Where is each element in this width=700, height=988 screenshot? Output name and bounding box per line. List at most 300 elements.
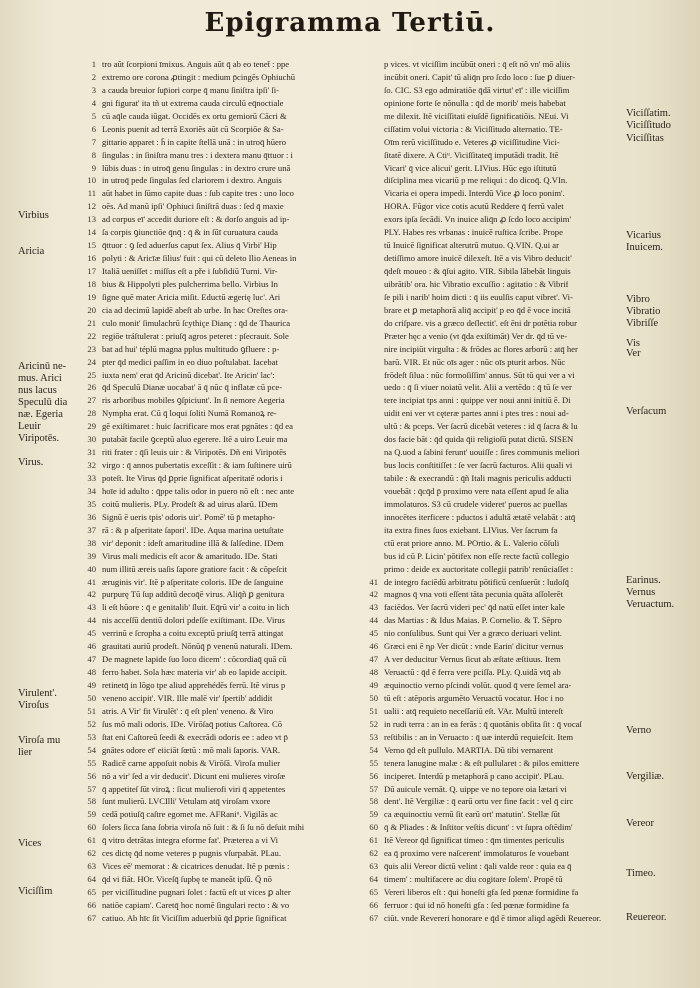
line-number: 27: [87, 395, 96, 406]
line-number: 67: [87, 912, 96, 923]
text-line: [362, 304, 660, 317]
line-number: 35: [87, 498, 96, 509]
line-text: incūbit oneri. Capit' tū aliq̄n pro ſcdo loco : ſue ꝑ diuer-: [384, 71, 576, 82]
line-text: reſtibilis : an in Veruacto : q̄ uæ interdū requieſcit. Item: [384, 731, 574, 742]
line-number: [362, 174, 384, 187]
line-text: poteſt. Ite Virus q̄d ꝑprie ſignificat aſperitatē odoris i: [102, 473, 283, 483]
line-text: ferro habet. Sola hæc materia vir' ab eo lapide accipit.: [102, 667, 288, 678]
line-text: ſolers ſicca ſana ſobria viroſa nō ſuit : & ſi ſu nō deſuit mihi: [102, 822, 305, 833]
line-number: 61: [87, 835, 96, 846]
line-number: 58: [369, 796, 378, 807]
line-text: purpurę Tū ſup additū decoq̄ē virus. Aliq̄ñ ꝑ genitura: [102, 589, 285, 600]
line-text: atris. A Vir' fit Virulēt' : q̄ eſt plen' veneno. & Viro: [102, 705, 274, 716]
text-line: [80, 498, 378, 511]
line-number: 45: [87, 628, 96, 639]
text-line: [80, 601, 378, 614]
line-text: Nympha erat. Cū q̄ loqui ſoliti Numā Romanoꝝ re-: [102, 408, 277, 419]
text-line: [80, 71, 378, 84]
line-number: 50: [87, 692, 96, 703]
text-line: [362, 524, 660, 537]
text-line: [362, 123, 660, 136]
line-number: [362, 381, 384, 394]
line-text: nire incipiūt virgulta : & frōdes ac flores arborū : atq̄ her: [384, 343, 578, 354]
text-line: [362, 369, 660, 382]
line-text: tabile : & execrandū : q̄ñ Itali magnis periculis adducti: [384, 473, 572, 483]
line-number: [362, 498, 384, 511]
line-number: 4: [91, 97, 96, 108]
line-number: 50: [369, 692, 378, 703]
line-text: in utroq̄ pede ſingulas ſed clariorem i dextro. Anguis: [102, 175, 282, 186]
text-line: [80, 187, 378, 200]
text-line: [80, 757, 378, 770]
line-text: veneno accipit'. VIR. Ille malē vir' ſpertib' addidit: [102, 692, 273, 703]
line-number: 59: [87, 809, 96, 820]
text-line: [80, 330, 378, 343]
text-line: [80, 265, 378, 278]
line-text: natiōe capiam'. Caretq̄ hoc nomē ſingulari recto : & vo: [102, 899, 290, 910]
text-line: [80, 770, 378, 783]
line-text: pter q̄d medici paſſim in eo diuo poſtulabat. Iacebat: [102, 356, 278, 367]
text-line: [362, 420, 660, 433]
text-line: [80, 886, 378, 899]
line-text: bius & Hippolyti ples pulcherrima bello. Virbius In: [102, 278, 278, 289]
text-line: [362, 343, 660, 356]
line-number: [362, 317, 384, 330]
text-line: [80, 795, 378, 808]
line-number: 10: [87, 175, 96, 186]
line-text: q̄ & Pliades : & Inſtitor veſtis dicunt' : vt ſupra oſtēdim': [384, 822, 573, 833]
margin-note: Vibriſſe: [626, 318, 659, 329]
line-number: 53: [369, 731, 378, 742]
text-line: [362, 498, 660, 511]
text-line: [80, 485, 378, 498]
line-number: 66: [369, 899, 378, 910]
line-text: q̄uis alii Vereor dictū velint : q̄ali valde reor : quia ea q̄: [384, 861, 572, 872]
text-line: [362, 162, 660, 175]
text-line: [80, 912, 378, 925]
text-line: [362, 136, 660, 149]
text-line: [80, 252, 378, 265]
text-line: [362, 563, 660, 576]
line-text: riti frater : q̄ſi leuis uir : & Viripotēs. Dñ eni Viripotēs: [102, 447, 287, 458]
line-text: Signū ē ueris tpis' odoris uir'. Pomē' tū p̄ metapho-: [102, 511, 276, 522]
line-text: Oīm rerū viciſſitudo e. Veteres ꝓ viciſſitudine Vici-: [384, 136, 560, 147]
text-line: [362, 537, 660, 550]
line-number: [362, 187, 384, 200]
line-number: 22: [87, 330, 96, 341]
line-number: 57: [87, 783, 96, 794]
text-line: [80, 873, 378, 886]
text-line: [362, 84, 660, 97]
line-text: gittario apparet : h̄ in capite ſtellā unā : in utroq̄ hūero: [102, 136, 286, 147]
line-number: [362, 265, 384, 278]
text-line: [362, 174, 660, 187]
line-text: gni figurat' ita tñ ut extrema cauda circulū eq̄noctiale: [102, 97, 284, 108]
text-line: [80, 511, 378, 524]
line-text: in rudi terra : an in ea ferās : q̄ quotānis obſita ſit : q̄ vocaſ: [384, 718, 582, 729]
text-line: [80, 369, 378, 382]
text-line: [362, 847, 660, 860]
line-text: ſo. CIC. S3 ego admiratiōe q̄dā virtut' eī' : ille viciſſim: [384, 84, 570, 95]
text-line: [362, 588, 660, 601]
text-line: [80, 213, 378, 226]
line-number: 54: [369, 744, 378, 755]
text-line: [362, 899, 660, 912]
line-text: dos facie bāt : q̄d quida q̄ii religioſū putat dictū. SISEN: [384, 434, 574, 445]
line-text: lūbis duas : in utroq̄ genu ſingulas : in dextro crure unā: [102, 162, 291, 173]
line-number: 33: [87, 473, 96, 483]
text-line: [80, 899, 378, 912]
line-number: [362, 330, 384, 343]
margin-note: mus. Arici: [18, 373, 62, 384]
line-number: [362, 511, 384, 524]
text-line: [362, 187, 660, 200]
text-line: [80, 459, 378, 472]
line-text: me dilexit. Itē viciſſitati eiuſdē ſignificatiōis. NEui. Vi: [384, 110, 569, 121]
text-line: [362, 860, 660, 873]
line-number: 18: [87, 278, 96, 289]
text-line: [80, 174, 378, 187]
line-text: Vices eē' memorat : & cicatrices denudat. Itē p pœnis :: [102, 861, 290, 872]
line-number: 51: [87, 705, 96, 716]
line-text: coitū mulieris. PLy. Prodeſt & ad uirus alarū. IDem: [102, 498, 278, 509]
line-number: 46: [369, 641, 378, 652]
line-number: [362, 291, 384, 304]
line-text: Vicaria ei opera impedi. Interdū Vice ꝓ loco ponim'.: [384, 188, 565, 199]
line-text: opinione forte ſe nōnulla : q̄d de morib' meis habebat: [384, 97, 566, 108]
line-number: 60: [369, 822, 378, 833]
line-text: tenera lanugine malæ : & eſt pullularet : & pilos emittere: [384, 757, 580, 768]
text-line: [80, 84, 378, 97]
line-text: per viciſſitudine pugnari ſolet : factū eſt ut vices ꝑ alter: [102, 887, 291, 897]
line-text: gnātes odore eī' eiiciāt ſœtū : mō mali ſaporis. VAR.: [102, 744, 281, 755]
line-number: 63: [369, 861, 378, 872]
line-number: 43: [369, 602, 378, 613]
margin-note: Vernus: [626, 587, 656, 598]
line-number: [362, 550, 384, 563]
line-text: na Q.uod a ſabini ferunt' uouiſſe : ſires communis meliori: [384, 447, 580, 458]
line-number: 24: [87, 356, 96, 367]
text-line: [80, 446, 378, 459]
text-line: [362, 97, 660, 110]
line-text: putabāt facile ꝯceptū aluo egerere. Itē a uiro Leuir ma: [102, 434, 288, 445]
text-line: [80, 666, 378, 679]
text-line: [80, 524, 378, 537]
text-line: [80, 317, 378, 330]
text-line: [80, 123, 378, 136]
line-text: polyti : & Aricīæ ſilius' fuit : qui cū deleto Ilio Aeneas in: [102, 253, 297, 264]
line-number: 3: [91, 84, 96, 95]
line-number: 39: [87, 550, 96, 561]
text-line: [362, 446, 660, 459]
line-number: [362, 110, 384, 123]
line-number: 2: [91, 71, 96, 82]
text-line: [362, 149, 660, 162]
line-number: 14: [87, 227, 96, 238]
right-text-column: [362, 58, 660, 925]
line-text: dent'. Itē Vergiliæ : q̄ earū ortu ver fine facit : vel q̄ circ: [384, 796, 574, 807]
line-number: 66: [87, 899, 96, 910]
line-text: Veruactū : q̄d ē ferra vere pciſſa. PLy. Q.uidā vtq̄ ab: [384, 667, 561, 678]
line-number: 62: [87, 848, 96, 859]
line-number: 13: [87, 214, 96, 225]
line-number: 25: [87, 369, 96, 380]
line-text: catiuo. Ab hīc ſit Viciſſim aduerbiū q̄d ꝑprie ſignificat: [102, 912, 287, 923]
text-line: [362, 407, 660, 420]
line-number: [362, 369, 384, 382]
line-number: 8: [91, 149, 96, 160]
line-text: do criſpare. vis a græco deſlectit'. eſt ēni dr potētia robur: [384, 317, 577, 328]
line-number: [362, 485, 384, 498]
text-line: [362, 265, 660, 278]
line-number: 46: [87, 641, 96, 652]
line-text: ualii : atq̄ requieto neceſſariū eſt. VAr. Multū intereſt: [384, 705, 564, 716]
line-number: [362, 420, 384, 433]
line-text: rā : & p aſperitate ſapori'. IDe. Aqua marina uetuſtate: [102, 524, 284, 535]
line-text: de integro faciēdū arbitratu pōtificū cenſuerūt : ludoſq̄: [384, 576, 569, 587]
text-line: [362, 291, 660, 304]
text-line: [80, 588, 378, 601]
line-text: tū Inuicē ſignificat alterutrū mutuo. Q.VIN. Q.ui ar: [384, 240, 559, 251]
line-number: 48: [87, 667, 96, 678]
line-text: bat ad hui' téplū magna pplus multitudo ꝯfluere : p-: [102, 343, 280, 354]
line-number: 15: [87, 240, 96, 251]
text-line: [362, 666, 660, 679]
line-number: 17: [87, 266, 96, 276]
text-line: [80, 162, 378, 175]
text-line: [362, 226, 660, 239]
text-line: [362, 653, 660, 666]
line-text: num illitū æreis uaſis ſapore gratiore facit : & cōpeſcit: [102, 563, 287, 574]
line-text: æquinoctio verno pſcindi volūt. quod q̄ vere ſemel ara-: [384, 680, 572, 690]
text-line: [80, 627, 378, 640]
margin-note: Viroſus: [18, 700, 49, 711]
margin-note: Viripotēs.: [18, 433, 60, 444]
line-number: 20: [87, 304, 96, 315]
text-line: [362, 679, 660, 692]
line-number: [362, 58, 384, 71]
text-line: [80, 576, 378, 589]
margin-note: Inuicem.: [626, 242, 664, 253]
line-text: tere incipiat tps anni : quippe ver noui anni initiū ē. Di: [384, 395, 571, 406]
line-text: ſigne quē mater Aricia miſit. Eductū ægerię luc'. Ari: [102, 291, 281, 302]
line-number: 65: [87, 887, 96, 897]
line-number: 52: [369, 718, 378, 729]
line-number: 64: [87, 874, 96, 885]
line-number: [362, 136, 384, 149]
line-text: ſus mō mali odoris. IDe. Virōſaq̄ potius Caſtorea. Cō: [102, 718, 283, 729]
margin-note: Viroſa mu: [18, 735, 61, 746]
line-text: De magnete lapide ſuo loco dicem' : cōcordiaq̄ quā cū: [102, 654, 287, 665]
line-text: frōdeſt ſilua : nūc formoſiſſim' annus. Sūt tū qui ver a vi: [384, 369, 575, 380]
text-line: [80, 847, 378, 860]
line-text: vouebāt : q̄cq̄d p̄ proximo vere nata eſſent apud ſe alia: [384, 485, 569, 496]
margin-note: Reuereor.: [626, 912, 667, 923]
margin-note: Timeo.: [626, 868, 656, 879]
text-line: [362, 705, 660, 718]
line-text: Radicē carne appoſuit nobis & Virōſā. Viroſa mulier: [102, 757, 281, 768]
text-line: [80, 808, 378, 821]
line-text: bus id cū P. Licin' pōtifex non eſſe recte factū collegio: [384, 550, 570, 561]
line-text: verrinū e ſcropha a coitu exceptū priuſq̄ terrā attingat: [102, 628, 284, 639]
text-line: [80, 200, 378, 213]
text-line: [362, 433, 660, 446]
line-text: q̄ vitro detrātas integra eforme fat'. Præterea a vi Vi: [102, 835, 279, 846]
text-line: [362, 614, 660, 627]
text-line: [80, 58, 378, 71]
margin-note: Vibratio: [626, 306, 661, 317]
line-number: 52: [87, 718, 96, 729]
text-line: [362, 550, 660, 563]
margin-note: Vergiliæ.: [626, 771, 665, 782]
margin-note: Viciſſitudo: [626, 120, 671, 131]
line-text: aūt habet in ſūmo capite duas : ſub capite tres : uno loco: [102, 188, 294, 199]
line-text: vir' deponit : ideſt amaritudine illā & ſalſedine. IDem: [102, 537, 284, 548]
line-text: barū. VIR. Et nūc oīs ager : nūc oīs pturit arbos. Nūc: [384, 356, 566, 367]
line-text: diſciplina mea vicariū p me reliqui : do dicoq̄. Q.VIn.: [384, 175, 568, 186]
line-text: iuxta nem' erat q̄d Aricinū dicebat'. Ite Aricin' lac':: [102, 369, 275, 380]
line-number: 65: [369, 887, 378, 897]
margin-note: Vicarius: [626, 230, 661, 241]
text-line: [362, 485, 660, 498]
margin-note: Vibro: [626, 294, 650, 305]
line-number: 28: [87, 408, 96, 419]
line-text: HORA. Fūgor vice cotis acutū Reddere q̄ ferrū valet: [384, 201, 564, 212]
text-line: [362, 213, 660, 226]
text-line: [80, 304, 378, 317]
line-number: 29: [87, 421, 96, 432]
line-number: [362, 304, 384, 317]
line-text: uedo : q̄ ſi viuer noiatū velit. Alii a vertēdo : q̄ tū ſe ver: [384, 382, 572, 393]
margin-note: Aricinū ne-: [18, 361, 67, 372]
line-number: [362, 149, 384, 162]
text-line: [362, 718, 660, 731]
line-text: a cauda breuior ſup̄iori corpe q̄ manu ſiniſtra ipſi' ſi-: [102, 84, 279, 95]
line-number: 53: [87, 731, 96, 742]
line-number: 11: [87, 188, 96, 199]
line-text: bus locis conſtitiſſet : ſe ver ſacrū facturos. Alii quali vi: [384, 460, 573, 471]
line-text: virgo : q̄ annos pubertatis exceſſit : & iam ſuſtinere uirū: [102, 460, 292, 471]
line-number: 7: [91, 136, 96, 147]
line-text: p vices. vt viciſſim incūbūt oneri : q̄ eſt nō vn' mō aliis: [384, 59, 571, 69]
line-number: 48: [369, 667, 378, 678]
line-text: q̄ttuor : ꝯ ſed aduerſus caput ſex. Alius q̄ Virbi' Hip: [102, 240, 277, 251]
text-line: [362, 239, 660, 252]
text-line: [362, 783, 660, 796]
line-text: detiſſimo amore inuicē dilexeſt. Itē a vis Vibro deducit': [384, 253, 572, 264]
line-text: ſitatē dixere. A Ctiᵘ. Viciſſitateq̄ imputādi tradit. Itē: [384, 149, 559, 160]
line-text: æruginis vir'. Itē p aſperitate coloris. IDe de ſanguine: [102, 576, 284, 587]
text-line: [362, 744, 660, 757]
text-line: [362, 110, 660, 123]
text-line: [80, 343, 378, 356]
text-line: [362, 886, 660, 899]
line-number: 63: [87, 861, 96, 872]
line-text: immolaturos. S3 cū crudele videret' pueros ac puellas: [384, 498, 568, 509]
line-text: Vicari' q̄ vice alicui' gerit. LIVius. Hūc ego iſtitutū: [384, 162, 557, 173]
line-number: 54: [87, 744, 96, 755]
line-number: 47: [369, 654, 378, 665]
line-text: Dū auicule vernāt. Q. uippe ve no tepore oia lætari vi: [384, 783, 567, 794]
margin-note: Vices: [18, 838, 42, 849]
margin-note: Aricia: [18, 246, 45, 257]
text-line: [80, 420, 378, 433]
line-text: grauitati auriū prodeſt. Nōnūq̄ p̄ venenū naturali. IDem.: [102, 641, 293, 652]
line-text: tū eſt : atēporis argumēto Veruactū vocatur. Hoc i no: [384, 692, 564, 703]
line-text: q̄d vi fiāt. HOr. Viceſq̄ ſupbę te maneāt ipſū. Q̄ nō: [102, 874, 272, 885]
text-line: [362, 692, 660, 705]
line-text: A ver deducitur Vernus ſicut ab æſtate æſtiuus. Item: [384, 654, 561, 665]
text-line: [80, 821, 378, 834]
text-line: [80, 291, 378, 304]
text-line: [362, 627, 660, 640]
line-number: [362, 278, 384, 291]
text-line: [362, 200, 660, 213]
line-text: retinetq̄ in lōgo tpe aliud apprehédēs ferrū. Itē virus p: [102, 680, 286, 690]
text-line: [362, 58, 660, 71]
margin-note: Ver: [626, 348, 641, 359]
line-number: 6: [91, 123, 96, 134]
line-number: [362, 343, 384, 356]
line-number: [362, 537, 384, 550]
text-line: [80, 381, 378, 394]
line-number: 34: [87, 485, 96, 496]
text-line: [362, 770, 660, 783]
left-text-column: [80, 58, 378, 925]
margin-note: lier: [18, 747, 32, 758]
line-number: [362, 84, 384, 97]
line-number: 47: [87, 654, 96, 665]
line-text: nis acceſſū dentiū dolori pdeſſe exiſtimant. IDe. Virus: [102, 615, 285, 626]
line-text: Italiā ueniſſet : miſſus eſt a pře i ſubſidiū Turni. Vir-: [102, 266, 278, 276]
text-line: [362, 356, 660, 369]
line-text: ſtat eni Caſtoreū ſeedi & execrādi odoris ee : adeo vt p̄: [102, 731, 288, 742]
line-text: ſingulas : in ſiniſtra manu tres : i dextera manu q̄ttuor : i: [102, 149, 293, 160]
text-line: [80, 614, 378, 627]
text-line: [362, 834, 660, 847]
line-text: q̄deſt moueo : & q̄ſui agito. VIR. Sibila lābebāt linguis: [384, 266, 571, 276]
page-title: Epigramma Tertiū.: [204, 8, 496, 38]
margin-note: nus lacus: [18, 385, 57, 396]
line-number: [362, 162, 384, 175]
line-text: gē exiſtimaret : huic ſacrificare mos erat pgnātes : q̄d ea: [102, 421, 293, 432]
text-line: [80, 860, 378, 873]
line-number: 21: [87, 317, 96, 328]
line-text: ciſſatim volui victoria : & Viciſſitudo alternatio. TE-: [384, 123, 563, 134]
text-line: [80, 653, 378, 666]
line-number: [362, 459, 384, 472]
line-text: brare et ꝑ metaphorā aliq̄ accipit' p eo q̄d ē voce incitā: [384, 304, 571, 315]
line-text: q̄ appetiteſ ſūt viroꝝ : ſicut mulierofi viri q̄ appetentes: [102, 783, 286, 794]
line-text: das Martias : & Idus Maias. P. Cornelio. & T. Sēpro: [384, 615, 562, 626]
text-line: [80, 563, 378, 576]
line-text: uibrātib' ora. hic Vibratio excuſſio : agitatio : & Vibrif: [384, 278, 569, 289]
text-line: [362, 912, 660, 925]
line-number: [362, 97, 384, 110]
line-number: 19: [87, 291, 96, 302]
line-number: 30: [87, 434, 96, 445]
line-number: [362, 472, 384, 485]
line-text: Leonis puenit ad terrā Exoriēs aūt cū Scorpiōe & Sa-: [102, 123, 284, 134]
line-number: [362, 394, 384, 407]
line-number: 40: [87, 563, 96, 574]
line-text: Græci eni ē ηρ Ver dicūt : vnde Earin' dicitur vernus: [384, 641, 564, 652]
text-line: [362, 252, 660, 265]
line-text: ultū : & pceps. Ver ſacrū dicebāt veteres : id q̄ ſacra & lu: [384, 421, 578, 432]
line-number: 42: [369, 589, 378, 600]
line-number: [362, 239, 384, 252]
line-number: 51: [369, 705, 378, 716]
